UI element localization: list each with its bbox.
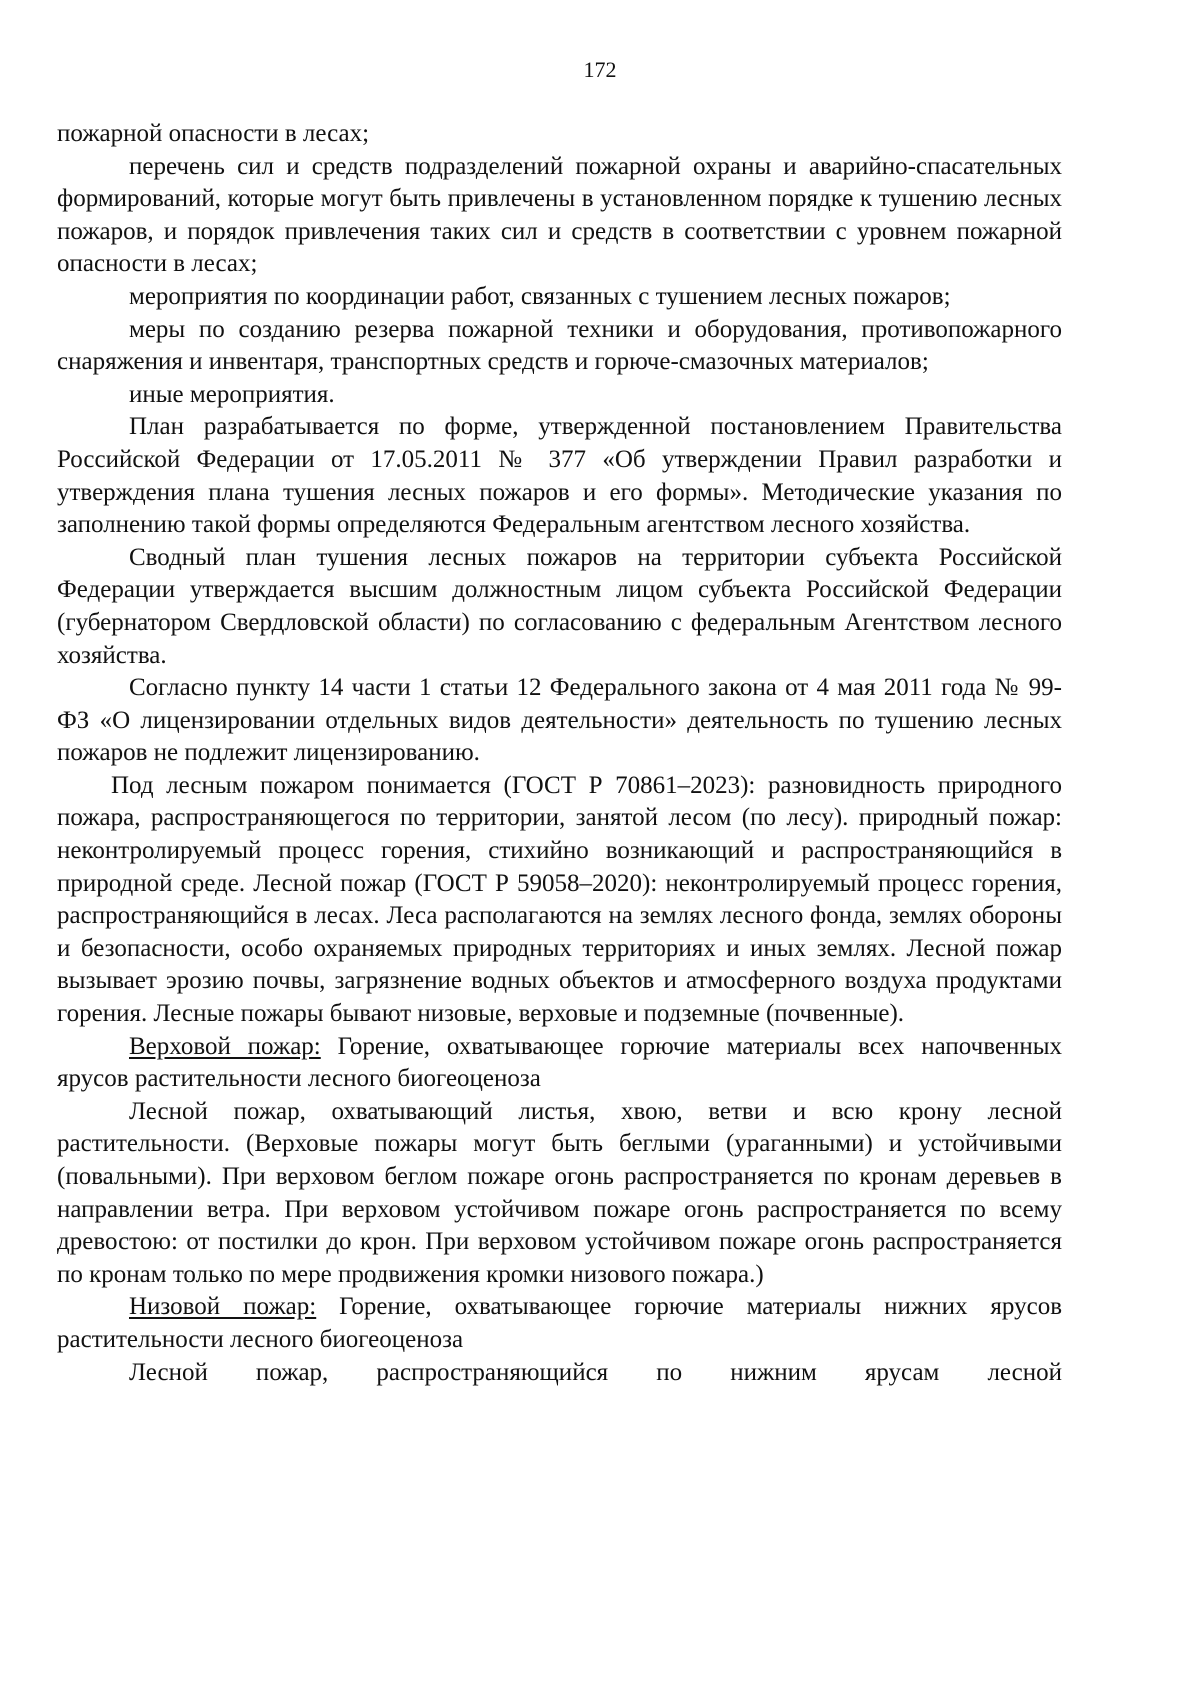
paragraph: перечень сил и средств подразделений пожарной охраны и аварийно-спасательных формирований, которые могут быть привлечены в установленном порядке к тушению лесных пожаров, и порядок привлечения таких сил и средств в соответствии с уровнем пожарной опасности в лесах;	[57, 152, 1062, 278]
paragraph: Лесной пожар, охватывающий листья, хвою, ветви и всю крону лесной растительности. (Верховые пожары могут быть беглыми (ураганными) и устойчивыми (повальными). При верховом беглом пожаре огонь распространяется по кронам деревьев в направлении ветра. При верховом устойчивом пожаре огонь распространяется по всему древостою: от постилки до крон. При верховом устойчивом пожаре огонь распространяется по кронам только по мере продвижения кромки низового пожара.)	[57, 1097, 1062, 1288]
page-number: 172	[583, 57, 617, 82]
term-ground-fire: Низовой пожар:	[129, 1293, 317, 1321]
definition-paragraph	[57, 1291, 1062, 1356]
definition-paragraph	[57, 1031, 1062, 1096]
paragraph: Под лесным пожаром понимается (ГОСТ Р 70861–2023): разновидность природного пожара, распространяющегося по территории, занятой лесом (по лесу). природный пожар: неконтролируемый процесс горения, стихийно возникающий и распространяющийся в природной среде. Лесной пожар (ГОСТ Р 59058–2020): неконтролируемый процесс горения, распространяющийся в лесах. Леса располагаются на землях лесного фонда, землях обороны и безопасности, особо охраняемых природных территориях и иных землях. Лесной пожар вызывает эрозию почвы, загрязнение водных объектов и атмосферного воздуха продуктами горения. Лесные пожары бывают низовые, верховые и подземные (почвенные).	[57, 771, 1062, 1028]
paragraph: Лесной пожар, распространяющийся по нижним ярусам лесной	[129, 1358, 1062, 1386]
paragraph: мероприятия по координации работ, связанных с тушением лесных пожаров;	[129, 282, 951, 310]
body-text	[57, 118, 1062, 1389]
paragraph: иные мероприятия.	[129, 380, 335, 408]
paragraph: пожарной опасности в лесах;	[57, 120, 370, 147]
paragraph: Сводный план тушения лесных пожаров на территории субъекта Российской Федерации утверждается высшим должностным лицом субъекта Российской Федерации (губернатором Свердловской области) по согласованию с федеральным Агентством лесного хозяйства.	[57, 543, 1062, 669]
paragraph: меры по созданию резерва пожарной техники и оборудования, противопожарного снаряжения и инвентаря, транспортных средств и горюче-смазочных материалов;	[57, 315, 1062, 376]
paragraph: Согласно пункту 14 части 1 статьи 12 Федерального закона от 4 мая 2011 года № 99-ФЗ «О лицензировании отдельных видов деятельности» деятельность по тушению лесных пожаров не подлежит лицензированию.	[57, 674, 1062, 767]
paragraph: План разрабатывается по форме, утвержденной постановлением Правительства Российской Федерации от 17.05.2011 № 377 «Об утверждении Правил разработки и утверждения плана тушения лесных пожаров и его формы». Методические указания по заполнению такой формы определяются Федеральным агентством лесного хозяйства.	[57, 413, 1062, 539]
definition-text: Горение, охватывающее горючие материалы всех напочвенных ярусов растительности лесного биогеоценоза	[57, 1032, 1063, 1093]
definition-text: Горение, охватывающее горючие материалы нижних ярусов растительности лесного биогеоценоза	[57, 1293, 1062, 1353]
term-crown-fire: Верховой пожар:	[129, 1032, 321, 1060]
